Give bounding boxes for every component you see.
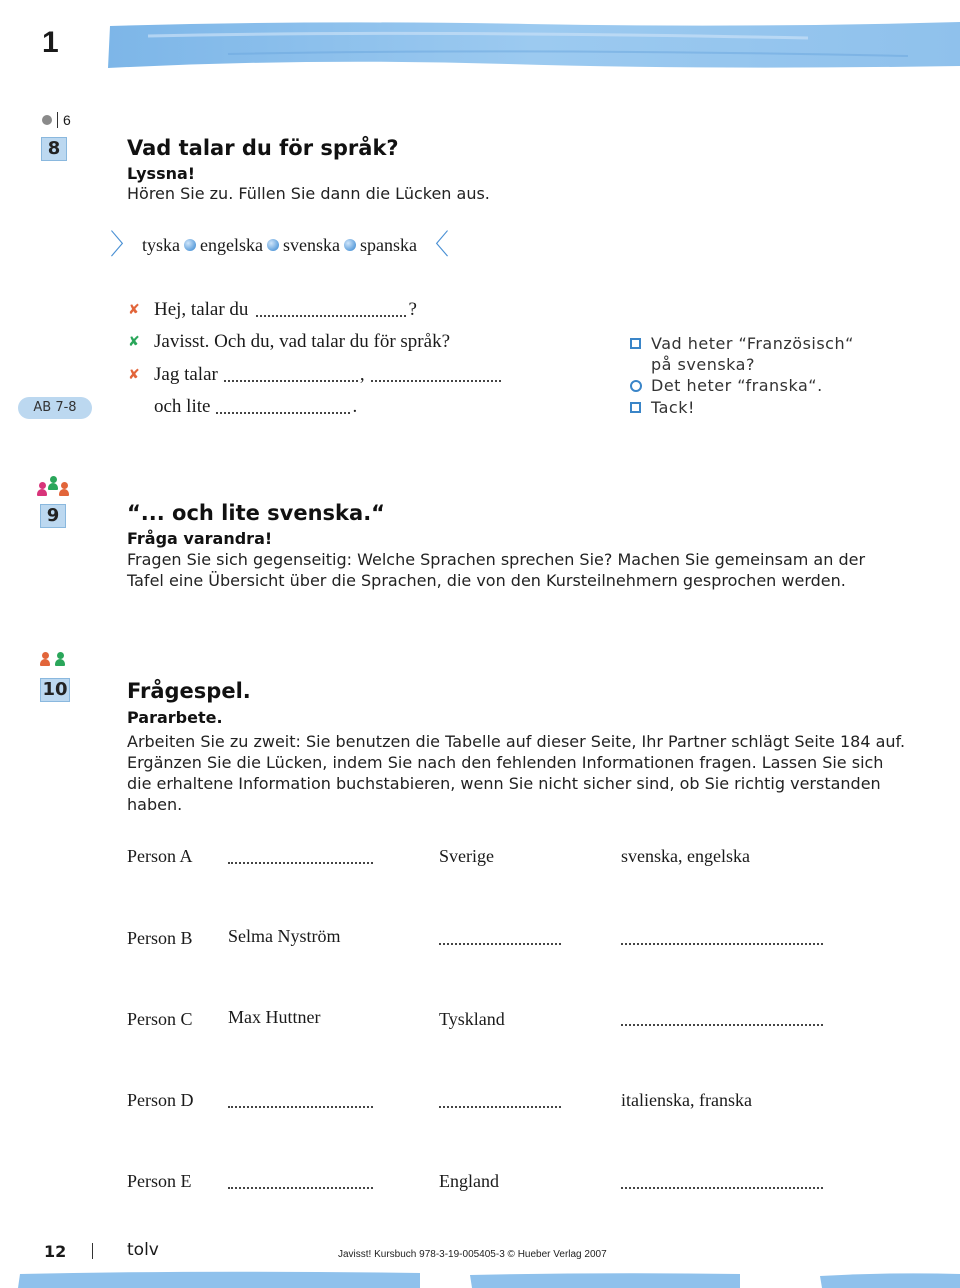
- exercise-8-title: Vad talar du för språk?: [127, 136, 399, 160]
- exercise-10-instruction: Arbeiten Sie zu zweit: Sie benutzen die Tabelle auf dieser Seite, Ihr Partner schlägt Seite 184 auf.: [127, 732, 906, 751]
- name-cell: Selma Nyström: [228, 926, 341, 946]
- languages-cell: italienska, franska: [621, 1090, 752, 1110]
- blank-line[interactable]: [216, 400, 350, 414]
- blank-line[interactable]: [621, 1014, 823, 1026]
- word-bank-item: tyska: [142, 234, 181, 255]
- dialogue-text: Jag talar: [154, 364, 218, 385]
- dialogue-line: [128, 396, 357, 418]
- name-cell: Max Huttner: [228, 1007, 321, 1027]
- workbook-reference-badge: AB 7-8: [18, 397, 92, 419]
- dialogue-line: [128, 364, 503, 386]
- circle-icon: [630, 380, 642, 392]
- cd-track-number: 6: [63, 112, 71, 128]
- footer-divider: [92, 1243, 93, 1259]
- country-cell: Tyskland: [439, 1009, 505, 1029]
- blank-line[interactable]: [621, 1177, 823, 1189]
- page-number-word: tolv: [127, 1240, 159, 1260]
- cd-icon: [42, 115, 52, 125]
- footer-brush-band: [0, 1270, 960, 1288]
- header-brush-band: [108, 18, 960, 70]
- blue-ball-icon: [344, 239, 356, 251]
- example-text: Det heter “franska“.: [651, 376, 823, 395]
- exercise-10-number: 10: [40, 678, 70, 702]
- publisher-line: Javisst! Kursbuch 978-3-19-005405-3 © Hueber Verlag 2007: [338, 1249, 607, 1260]
- dialogue-line: [128, 331, 450, 353]
- example-line: [651, 355, 755, 374]
- country-cell: England: [439, 1171, 499, 1191]
- exercise-10-title: Frågespel.: [127, 679, 251, 703]
- word-bank-item: spanska: [360, 234, 417, 255]
- exercise-10-instruction: Ergänzen Sie die Lücken, indem Sie nach den fehlenden Informationen fragen. Lassen Sie sich: [127, 753, 884, 772]
- exercise-9-number: 9: [40, 504, 66, 528]
- person-label: Person A: [127, 846, 193, 866]
- example-text: Vad heter “Französisch“: [651, 334, 854, 353]
- dialogue-text: Javisst. Och du, vad talar du för språk?: [154, 331, 451, 352]
- dialogue-line: [128, 299, 417, 321]
- cross-icon: ✘: [128, 302, 140, 318]
- word-bank: [110, 230, 449, 260]
- cross-icon: ✘: [128, 367, 140, 383]
- bracket-left-icon: 〉: [110, 228, 139, 261]
- blank-line[interactable]: [621, 933, 823, 945]
- blank-line[interactable]: [228, 852, 373, 864]
- example-line: [630, 376, 823, 395]
- exercise-9-subtitle: Fråga varandra!: [127, 529, 273, 548]
- blank-line[interactable]: [371, 368, 501, 382]
- blank-line[interactable]: [439, 933, 561, 945]
- blue-ball-icon: [267, 239, 279, 251]
- page-number: 12: [44, 1242, 67, 1261]
- exercise-8-instruction: Hören Sie zu. Füllen Sie dann die Lücken aus.: [127, 184, 490, 203]
- cross-icon: ✘: [128, 334, 140, 350]
- exercise-10-instruction: haben.: [127, 795, 183, 814]
- bracket-right-icon: 〈: [421, 228, 450, 261]
- languages-cell: svenska, engelska: [621, 846, 750, 866]
- blank-line[interactable]: [228, 1177, 373, 1189]
- exercise-9-instruction: Tafel eine Übersicht über die Sprachen, die von den Kursteilnehmern gesprochen werden.: [127, 571, 846, 590]
- dialogue-punct: ,: [359, 364, 365, 385]
- example-text: Tack!: [651, 398, 695, 417]
- blank-line[interactable]: [224, 368, 358, 382]
- exercise-10-instruction: die erhaltene Information buchstabieren, wenn Sie nicht sicher sind, ob Sie richtig verstanden: [127, 774, 881, 793]
- person-label: Person C: [127, 1009, 193, 1029]
- word-bank-item: engelska: [200, 234, 263, 255]
- word-bank-item: svenska: [283, 234, 340, 255]
- example-line: [630, 398, 695, 417]
- exercise-9-title: “... och lite svenska.“: [127, 501, 385, 525]
- cd-divider: [57, 112, 58, 128]
- exercise-8-subtitle: Lyssna!: [127, 164, 196, 183]
- person-label: Person E: [127, 1171, 192, 1191]
- people-icon: [37, 476, 69, 496]
- chapter-number: 1: [42, 26, 59, 59]
- exercise-10-subtitle: Pararbete.: [127, 708, 223, 727]
- blank-line[interactable]: [256, 303, 406, 317]
- blank-line[interactable]: [439, 1096, 561, 1108]
- example-text: på svenska?: [651, 355, 755, 374]
- dialogue-text: Hej, talar du: [154, 299, 249, 320]
- exercise-8-number: 8: [41, 137, 67, 161]
- country-cell: Sverige: [439, 846, 494, 866]
- blue-ball-icon: [184, 239, 196, 251]
- dialogue-punct: ?: [408, 299, 417, 320]
- example-line: [630, 334, 854, 353]
- dialogue-punct: .: [352, 396, 358, 417]
- square-icon: [630, 402, 641, 413]
- square-icon: [630, 338, 641, 349]
- cd-track: [42, 112, 71, 128]
- blank-line[interactable]: [228, 1096, 373, 1108]
- people-icon: [40, 652, 65, 666]
- person-label: Person B: [127, 928, 193, 948]
- exercise-9-instruction: Fragen Sie sich gegenseitig: Welche Sprachen sprechen Sie? Machen Sie gemeinsam an der: [127, 550, 866, 569]
- dialogue-text: och lite: [154, 396, 211, 417]
- person-label: Person D: [127, 1090, 194, 1110]
